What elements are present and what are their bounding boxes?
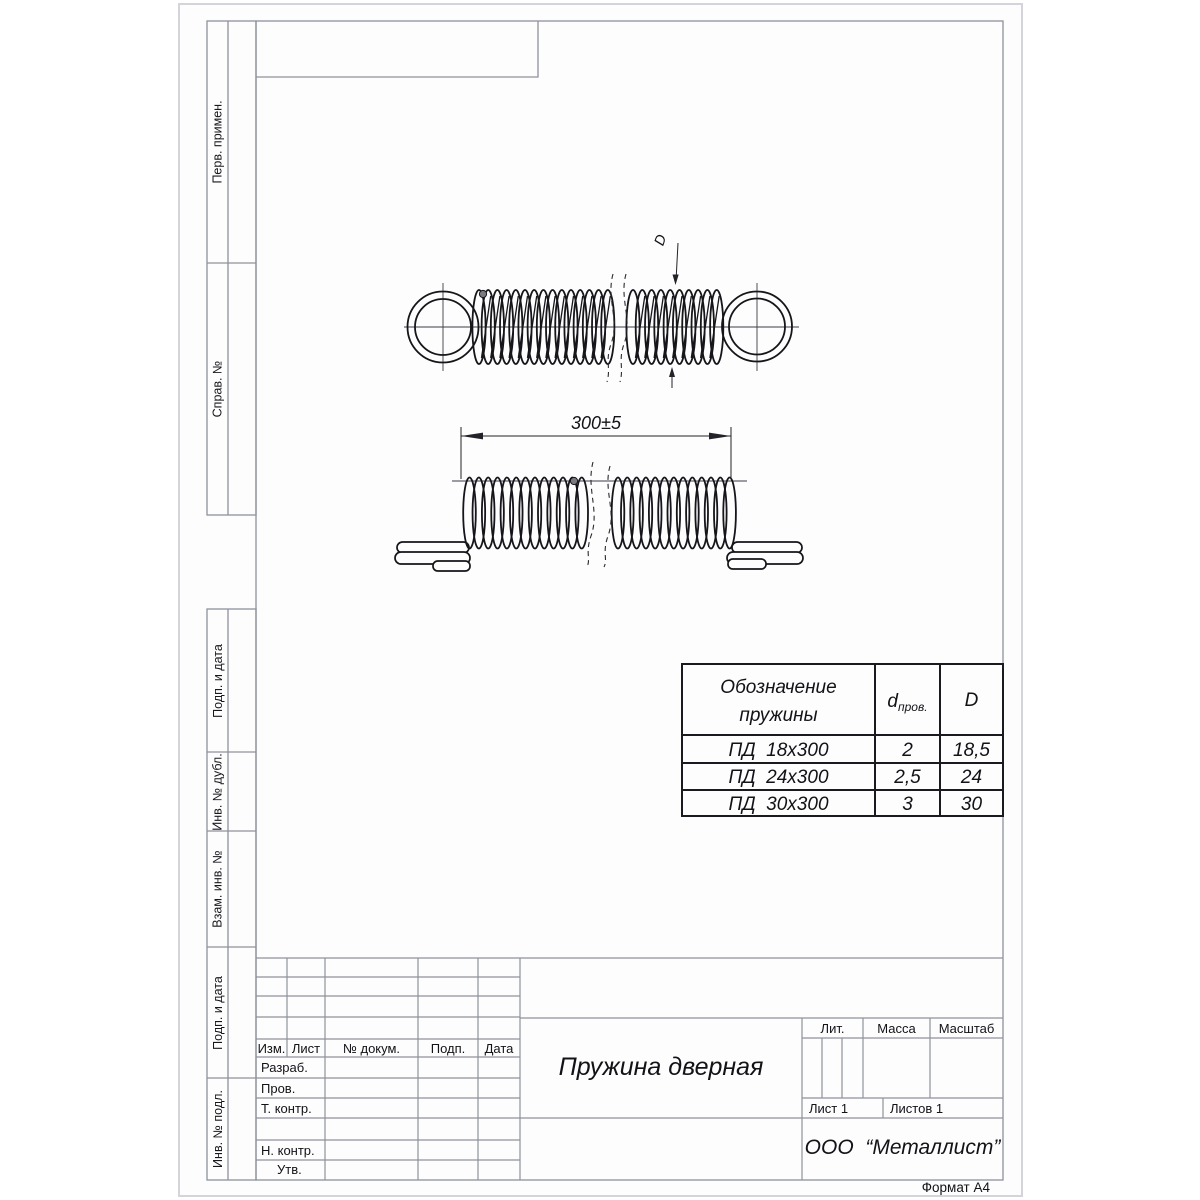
spec-row-designation: ПД 24х300 — [728, 767, 829, 788]
spec-row-wire-dia: 2,5 — [894, 767, 921, 788]
wire-section-mark — [570, 477, 577, 484]
sidebar-label: Справ. № — [210, 360, 225, 418]
part-name: Пружина дверная — [558, 1053, 764, 1081]
spec-row-designation: ПД 18х300 — [728, 740, 829, 761]
col-header-izm: Изм. — [257, 1041, 286, 1056]
role-n-kontr: Н. контр. — [261, 1143, 315, 1158]
coil-section-right — [612, 478, 736, 549]
sidebar-label: Подп. и дата — [210, 643, 225, 718]
wire-section-mark — [479, 290, 486, 297]
company-name: ООО “Металлист” — [804, 1136, 1001, 1159]
role-prov: Пров. — [261, 1081, 296, 1096]
sidebar-box-podp-i-data-top — [207, 609, 228, 752]
sheets-total: Листов 1 — [890, 1101, 944, 1116]
diameter-dimension-text: D — [651, 232, 671, 248]
spec-header-designation-line1: Обозначение — [720, 677, 837, 698]
role-t-kontr: Т. контр. — [261, 1101, 312, 1116]
drawing-frame — [207, 21, 1003, 1180]
sidebar-label: Инв. № подл. — [210, 1090, 225, 1168]
spec-row-wire-dia: 2 — [902, 740, 913, 761]
sidebar-box-inv-no-podl — [207, 1078, 228, 1180]
col-header-list: Лист — [291, 1041, 321, 1056]
break-lines — [587, 462, 611, 567]
break-lines — [607, 274, 627, 382]
col-header-data: Дата — [484, 1041, 514, 1056]
sidebar-box-sprav-no — [207, 263, 228, 515]
end-loops — [395, 542, 803, 571]
spring-view-hook-ends — [404, 243, 799, 388]
col-header-podp: Подп. — [430, 1041, 466, 1056]
wire-dia-subscript: пров. — [898, 700, 928, 714]
sidebar-label: Перв. примен. — [210, 100, 225, 184]
format-note: Формат А4 — [921, 1180, 990, 1195]
mass-label: Масса — [877, 1021, 916, 1036]
sheet-number: Лист 1 — [809, 1101, 849, 1116]
lit-label: Лит. — [820, 1021, 845, 1036]
spec-row-outer-dia: 30 — [960, 794, 983, 815]
spec-row-outer-dia: 18,5 — [953, 740, 990, 761]
role-razrab: Разраб. — [261, 1060, 308, 1075]
sidebar-label: Инв. № дубл. — [210, 752, 225, 831]
spec-header-designation-line2: пружины — [739, 705, 818, 726]
sidebar-label: Подп. и дата — [210, 975, 225, 1050]
sidebar-label: Взам. инв. № — [210, 850, 225, 928]
length-dimension — [461, 427, 731, 479]
spec-row-designation: ПД 30х300 — [728, 794, 829, 815]
length-dimension-text: 300±5 — [571, 413, 621, 433]
scale-label: Масштаб — [938, 1021, 995, 1036]
role-utv: Утв. — [277, 1162, 302, 1177]
sidebar-box-inv-no-dubl — [207, 752, 228, 831]
sidebar-box-perv-primen — [207, 21, 228, 263]
spec-header-outer-dia: D — [964, 690, 979, 711]
col-header-doc-no: № докум. — [342, 1041, 401, 1056]
spec-row-outer-dia: 24 — [960, 767, 983, 788]
coil-section-left — [463, 478, 588, 549]
spring-view-free-length — [395, 427, 803, 571]
spec-row-wire-dia: 3 — [902, 794, 913, 815]
wire-dia-symbol: d — [887, 691, 898, 712]
sidebar-box-vzam-inv-no — [207, 831, 228, 947]
sidebar-box-podp-i-data-bottom — [207, 947, 228, 1078]
spec-header-wire-dia — [875, 692, 940, 713]
